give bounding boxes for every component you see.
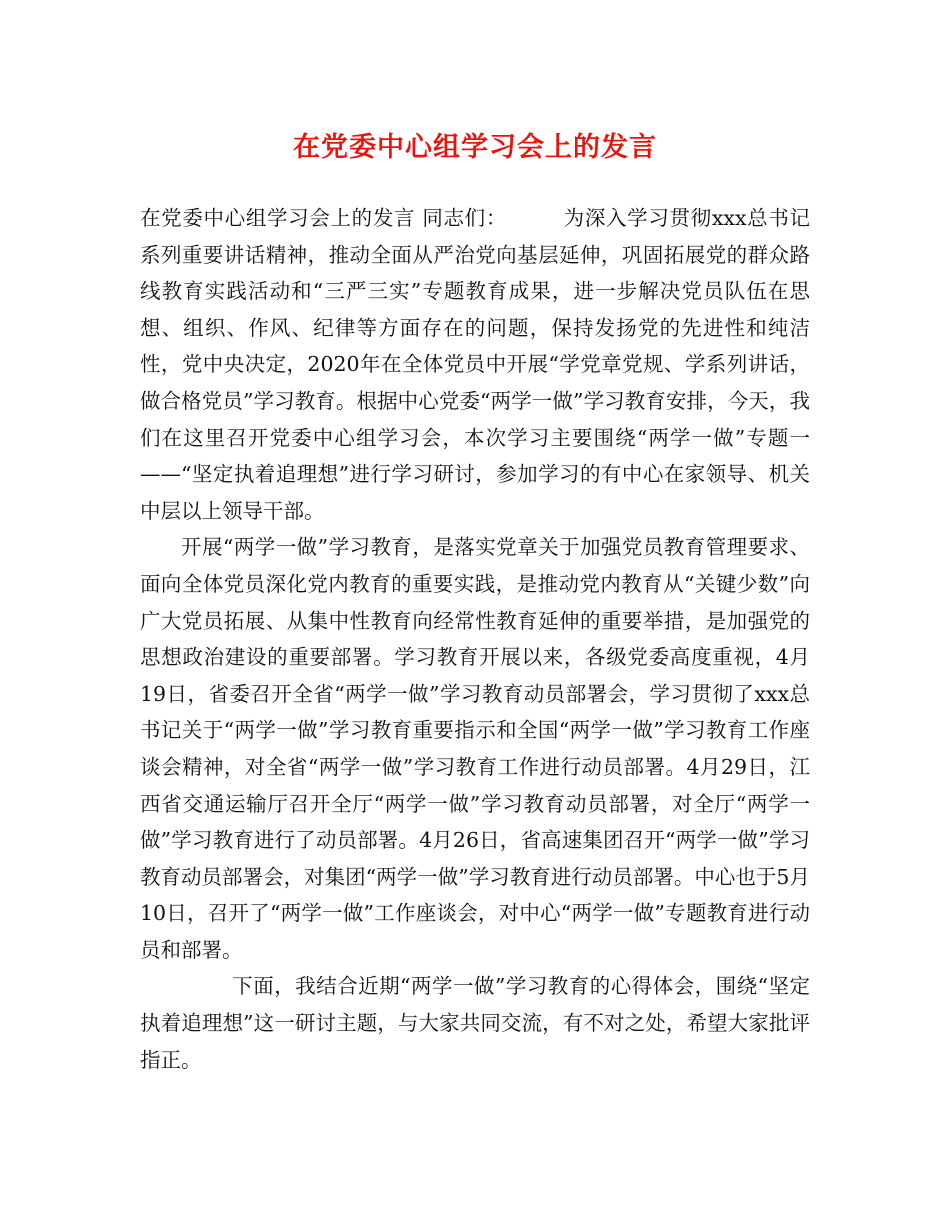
paragraph-1-body: 为深入学习贯彻xxx总书记系列重要讲话精神，推动全面从严治党向基层延伸，巩固拓展党的群众路线教育实践活动和“三严三实”专题教育成果，进一步解决党员队伍在思想、组织、作风、纪律等方面存在的问题，保持发扬党的先进性和纯洁性，党中央决定，2020年在全体党员中开展“学党章党规、学系列讲话，做合格党员”学习教育。根据中心党委“两学一做”学习教育安排，今天，我们在这里召开党委中心组学习会，本次学习主要围绕“两学一做”专题一——“坚定执着追理想”进行学习研讨，参加学习的有中心在家领导、机关中层以上领导干部。 <box>140 206 811 523</box>
document-body <box>140 200 810 1078</box>
document-title: 在党委中心组学习会上的发言 <box>293 132 657 163</box>
paragraph-3: 下面，我结合近期“两学一做”学习教育的心得体会，围绕“坚定执着追理想”这一研讨主题，与大家共同交流，有不对之处，希望大家批评指正。 <box>140 974 810 1072</box>
paragraph-1 <box>140 200 810 529</box>
paragraph-2: 开展“两学一做”学习教育，是落实党章关于加强党员教育管理要求、面向全体党员深化党内教育的重要实践，是推动党内教育从“关键少数”向广大党员拓展、从集中性教育向经常性教育延伸的重要举措，是加强党的思想政治建设的重要部署。学习教育开展以来，各级党委高度重视，4月19日，省委召开全省“两学一做”学习教育动员部署会，学习贯彻了xxx总书记关于“两学一做”学习教育重要指示和全国“两学一做”学习教育工作座谈会精神，对全省“两学一做”学习教育工作进行动员部署。4月29日，江西省交通运输厅召开全厅“两学一做”学习教育动员部署，对全厅“两学一做”学习教育进行了动员部署。4月26日，省高速集团召开“两学一做”学习教育动员部署会，对集团“两学一做”学习教育进行动员部署。中心也于5月10日，召开了“两学一做”工作座谈会，对中心“两学一做”专题教育进行动员和部署。 <box>140 535 810 962</box>
paragraph-1-lead: 在党委中心组学习会上的发言 同志们： <box>140 206 507 230</box>
